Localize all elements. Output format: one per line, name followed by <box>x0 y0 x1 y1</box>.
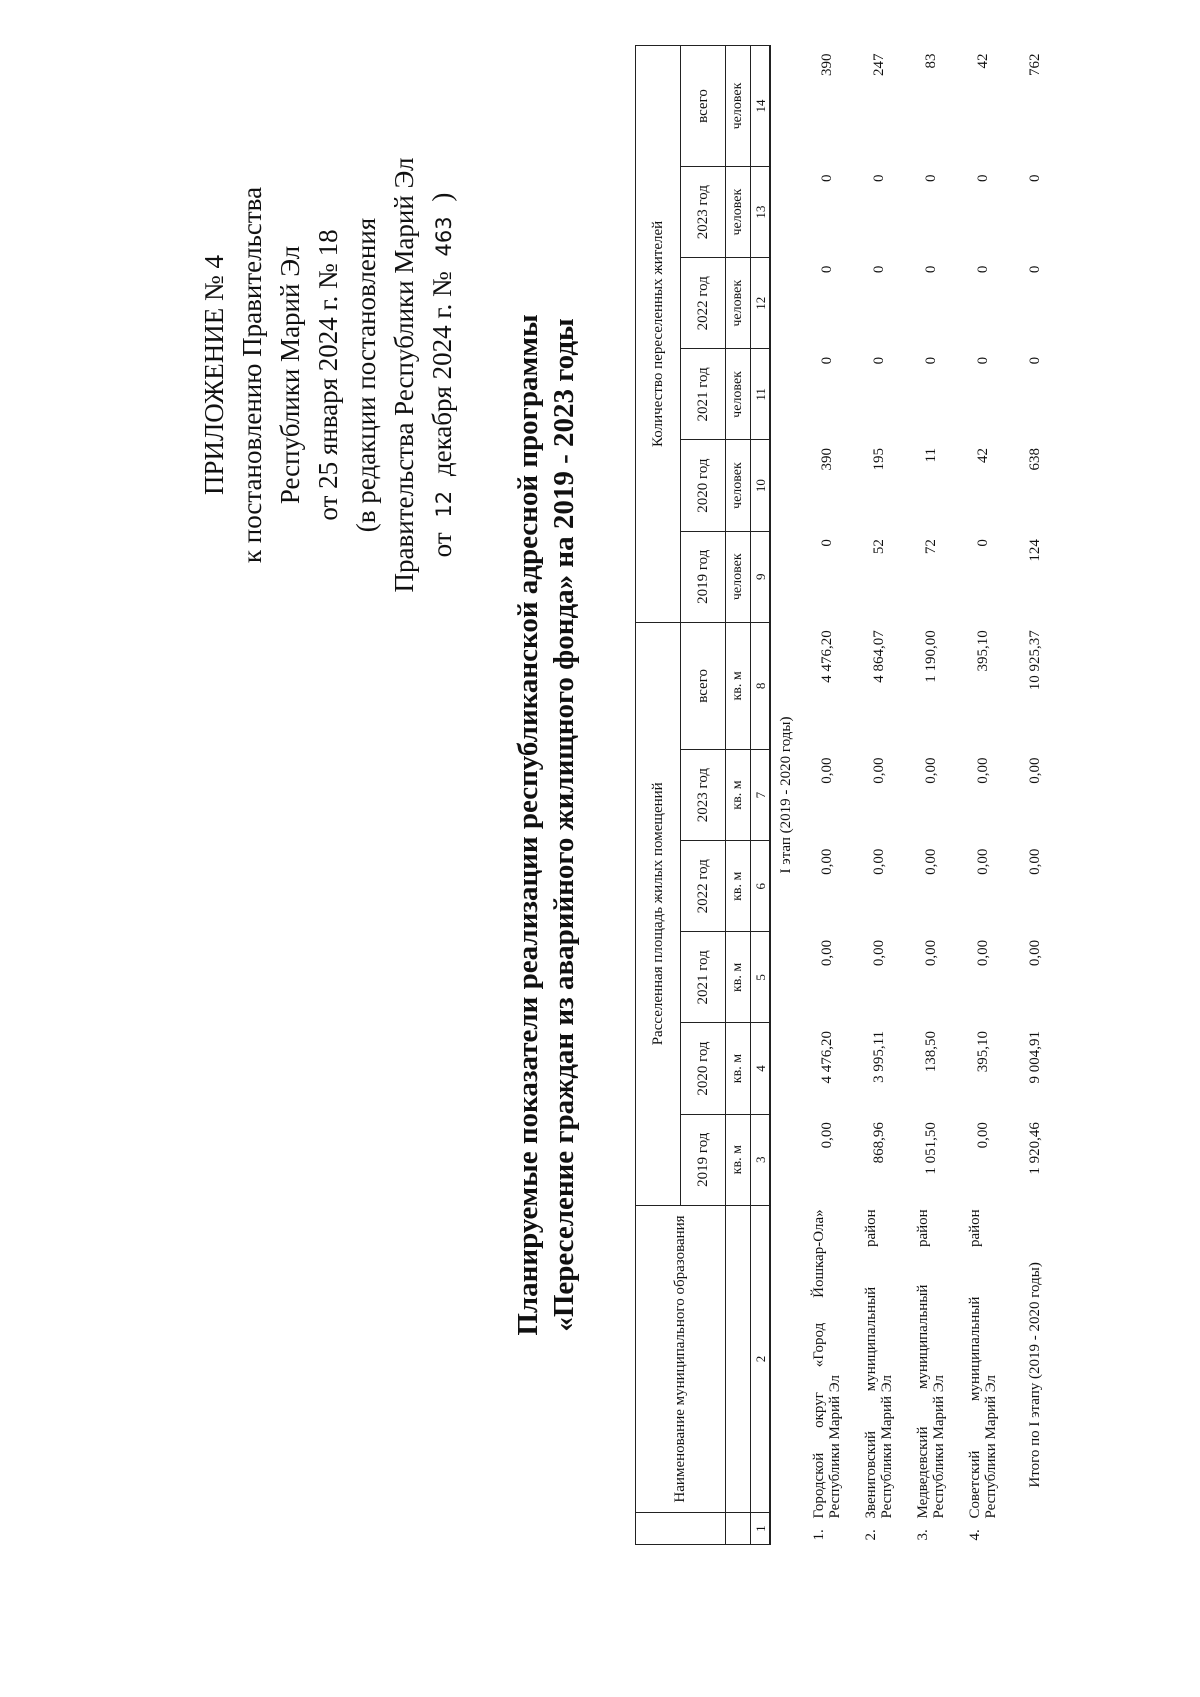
area-total: 395,10 <box>974 630 991 672</box>
unit-area: кв. м <box>726 932 751 1023</box>
decree-number: 463 <box>432 216 456 257</box>
area-value: 0,00 <box>870 848 887 875</box>
header-index-cell <box>636 1513 726 1545</box>
column-number: 8 <box>751 622 771 749</box>
name-word: Звениговский <box>863 1431 879 1519</box>
row-index: 2. <box>863 1529 879 1541</box>
area-value: 0,00 <box>870 757 887 784</box>
total-people-value: 0 <box>1026 356 1043 365</box>
people-value: 0 <box>870 265 887 274</box>
name-word: «Город <box>811 1322 827 1368</box>
area-value: 0,00 <box>922 757 939 784</box>
appendix-line: от 25 января 2024 г. № 18 <box>313 229 343 521</box>
header-year: 2020 год <box>681 440 726 531</box>
unit-people: человек <box>726 531 751 622</box>
stage-row <box>770 46 801 1545</box>
people-total: 42 <box>974 53 991 69</box>
column-number: 5 <box>751 932 771 1023</box>
total-label: Итого по I этапу (2019 - 2020 годы) <box>1026 1262 1043 1488</box>
column-number: 3 <box>751 1114 771 1205</box>
header-year: 2019 год <box>681 1114 726 1205</box>
unit-area: кв. м <box>726 841 751 932</box>
column-number: 1 <box>751 1513 771 1545</box>
people-total: 83 <box>922 53 939 69</box>
area-value: 0,00 <box>922 939 939 967</box>
total-area-value: 0,00 <box>1026 848 1043 875</box>
date-suffix: ) <box>427 192 457 202</box>
column-number: 14 <box>751 46 771 167</box>
people-value: 0 <box>818 265 835 274</box>
area-value: 0,00 <box>818 848 835 875</box>
people-value: 72 <box>922 539 939 555</box>
area-value: 0,00 <box>974 939 991 967</box>
date-prefix: от <box>427 532 457 558</box>
header-people-group: Количество переселенных жителей <box>636 46 681 623</box>
name-word: район <box>915 1209 931 1247</box>
total-area-value: 0,00 <box>1026 757 1043 784</box>
municipality-name <box>905 1205 957 1544</box>
name-word: район <box>863 1209 879 1248</box>
people-value: 52 <box>870 539 887 555</box>
people-value: 0 <box>922 356 939 365</box>
total-people-value: 124 <box>1026 539 1043 562</box>
area-value: 868,96 <box>870 1122 887 1164</box>
total-people-value: 0 <box>1026 265 1043 274</box>
document-title <box>510 35 582 1615</box>
people-value: 0 <box>922 174 939 183</box>
area-value: 395,10 <box>974 1030 991 1073</box>
table-row <box>801 46 853 1545</box>
name-line2: Республики Марий Эл <box>879 1375 895 1519</box>
name-word: муниципальный <box>863 1286 879 1392</box>
date-day: 12 <box>432 490 456 518</box>
column-number: 7 <box>751 750 771 841</box>
total-area-value: 9 004,91 <box>1026 1030 1043 1084</box>
total-area-value: 1 920,46 <box>1026 1122 1043 1175</box>
column-number: 6 <box>751 841 771 932</box>
area-value: 0,00 <box>870 939 887 967</box>
unit-people: человек <box>726 440 751 531</box>
total-people-value: 638 <box>1026 447 1043 471</box>
municipality-name <box>801 1205 853 1544</box>
appendix-block <box>195 75 463 675</box>
area-value: 0,00 <box>818 939 835 967</box>
people-value: 0 <box>818 174 835 183</box>
people-value: 0 <box>974 356 991 365</box>
header-area-group: Расселенная площадь жилых помещений <box>636 622 681 1205</box>
people-value: 11 <box>922 447 939 463</box>
people-value: 0 <box>870 174 887 183</box>
header-year: 2019 год <box>681 531 726 622</box>
area-value: 0,00 <box>922 848 939 875</box>
unit-area: кв. м <box>726 622 751 749</box>
people-value: 0 <box>818 539 835 547</box>
column-number: 4 <box>751 1023 771 1114</box>
name-line2: Республики Марий Эл <box>827 1375 843 1519</box>
name-word: муниципальный <box>967 1296 983 1401</box>
name-word: муниципальный <box>915 1284 931 1389</box>
total-area-grand: 10 925,37 <box>1026 630 1043 691</box>
rotated-page <box>35 35 1165 1615</box>
people-total: 390 <box>818 53 835 76</box>
municipality-name <box>853 1205 905 1544</box>
name-word: Советский <box>967 1450 983 1519</box>
column-number: 2 <box>751 1205 771 1512</box>
people-value: 0 <box>974 174 991 183</box>
unit-people: человек <box>726 167 751 258</box>
header-year: 2020 год <box>681 1023 726 1114</box>
area-value: 1 051,50 <box>922 1122 939 1175</box>
area-total: 1 190,00 <box>922 630 939 683</box>
name-line2: Республики Марий Эл <box>983 1375 999 1519</box>
name-word: Йошкар-Ола» <box>811 1209 827 1298</box>
header-total: всего <box>681 622 726 749</box>
table-row <box>957 46 1009 1545</box>
people-value: 0 <box>870 356 887 365</box>
name-word: округ <box>811 1392 827 1428</box>
appendix-line: (в редакции постановления <box>351 217 381 533</box>
name-line2: Республики Марий Эл <box>931 1375 947 1519</box>
header-year: 2023 год <box>681 750 726 841</box>
column-number: 11 <box>751 349 771 440</box>
area-value: 0,00 <box>974 757 991 784</box>
unit-people: человек <box>726 349 751 440</box>
column-number: 12 <box>751 258 771 349</box>
header-total: всего <box>681 46 726 167</box>
appendix-line-date <box>423 75 463 675</box>
area-value: 138,50 <box>922 1030 939 1073</box>
indicators-table <box>635 45 1061 1545</box>
table-row <box>853 46 905 1545</box>
row-index: 1. <box>811 1529 827 1541</box>
area-value: 3 995,11 <box>870 1030 887 1083</box>
people-total: 247 <box>870 53 887 76</box>
people-value: 195 <box>870 447 887 471</box>
people-value: 390 <box>818 447 835 471</box>
total-people-value: 0 <box>1026 174 1043 183</box>
title-line: «Переселение граждан из аварийного жилищного фонда» на 2019 - 2023 годы <box>548 318 580 1332</box>
unit-people: человек <box>726 46 751 167</box>
header-year: 2022 год <box>681 841 726 932</box>
table-row <box>905 46 957 1545</box>
unit-cell-empty <box>726 1205 751 1512</box>
title-line: Планируемые показатели реализации республиканской адресной программы <box>512 314 544 1336</box>
row-index: 4. <box>967 1529 983 1541</box>
stage-label: I этап (2019 - 2020 годы) <box>777 716 794 874</box>
area-total: 4 864,07 <box>870 630 887 683</box>
column-number: 13 <box>751 167 771 258</box>
appendix-line: к постановлению Правительства <box>237 186 267 564</box>
people-value: 0 <box>974 265 991 274</box>
unit-area: кв. м <box>726 750 751 841</box>
row-index: 3. <box>915 1529 931 1541</box>
people-value: 0 <box>922 265 939 274</box>
people-value: 0 <box>974 539 991 547</box>
header-year: 2022 год <box>681 258 726 349</box>
header-year: 2021 год <box>681 349 726 440</box>
column-number: 10 <box>751 440 771 531</box>
header-name: Наименование муниципального образования <box>636 1205 726 1512</box>
total-area-value: 0,00 <box>1026 939 1043 967</box>
column-number: 9 <box>751 531 771 622</box>
people-value: 0 <box>818 356 835 365</box>
total-people-grand: 762 <box>1026 53 1043 76</box>
unit-people: человек <box>726 258 751 349</box>
name-word: район <box>967 1209 983 1248</box>
appendix-line: ПРИЛОЖЕНИЕ № 4 <box>199 254 229 496</box>
appendix-line: Республики Марий Эл <box>275 245 305 505</box>
area-value: 0,00 <box>818 1122 835 1149</box>
header-year: 2021 год <box>681 932 726 1023</box>
area-value: 0,00 <box>974 1122 991 1149</box>
total-row <box>1009 46 1061 1545</box>
area-value: 0,00 <box>818 757 835 784</box>
area-value: 0,00 <box>974 848 991 875</box>
area-total: 4 476,20 <box>818 630 835 683</box>
name-word: Медведевский <box>915 1426 931 1519</box>
unit-cell-empty <box>726 1513 751 1545</box>
unit-area: кв. м <box>726 1023 751 1114</box>
date-mid: декабря 2024 г. № <box>427 271 457 477</box>
people-value: 42 <box>974 447 991 463</box>
area-value: 4 476,20 <box>818 1030 835 1084</box>
municipality-name <box>957 1205 1009 1544</box>
unit-area: кв. м <box>726 1114 751 1205</box>
appendix-line: Правительства Республики Марий Эл <box>389 157 419 593</box>
name-word: Городской <box>811 1452 827 1519</box>
header-year: 2023 год <box>681 167 726 258</box>
